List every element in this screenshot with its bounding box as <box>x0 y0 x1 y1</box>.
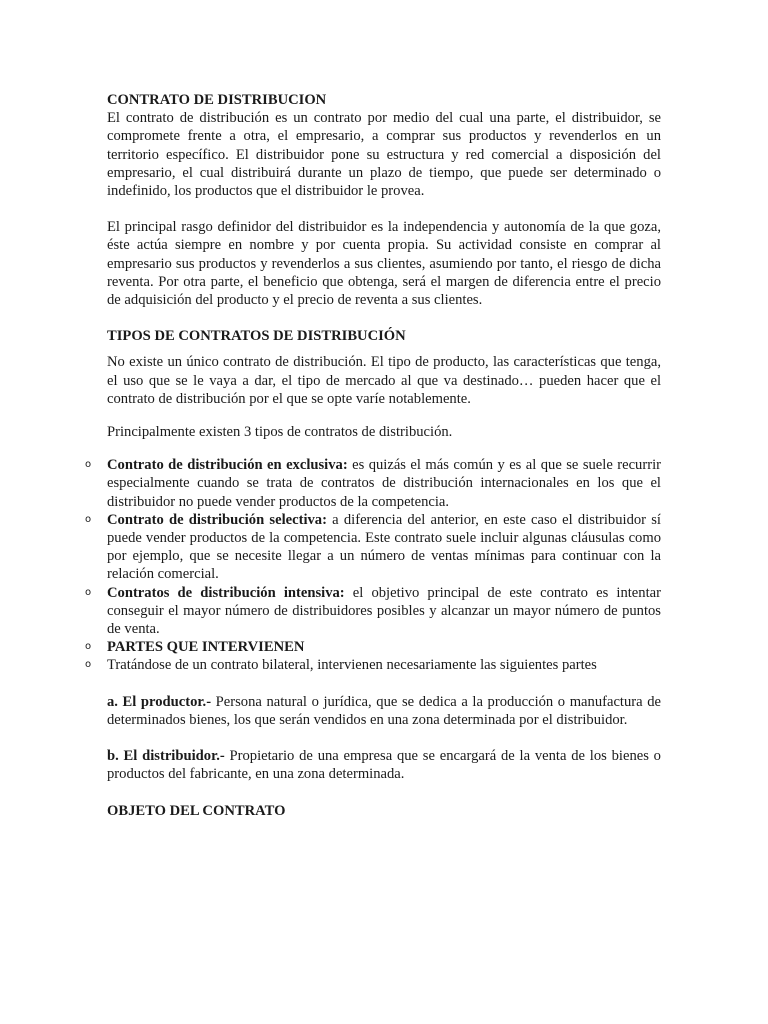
bullet-bold-label: Contrato de distribución selectiva: <box>107 511 327 528</box>
bullet-circle-icon: o <box>85 513 92 525</box>
list-item <box>85 656 661 674</box>
paragraph-trait: El principal rasgo definidor del distribuidor es la independencia y autonomía de la que goza, éste actúa siempre en nombre y por cuenta propia. Su actividad consiste en comprar al empresario sus productos y revenderlos a sus clientes, asumiendo por tanto, el riesgo de dicha reventa. Por otra parte, el beneficio que obtenga, será el margen de diferencia entre el precio de adquisición del producto y el precio de reventa a sus clientes. <box>107 219 661 309</box>
list-item <box>85 511 661 584</box>
party-a-label: a. El productor.- <box>107 693 212 710</box>
bullet-text: el objetivo principal de este contrato es intentar conseguir el mayor número de distribuidores posibles y alcanzar un mayor número de puntos de venta. <box>107 584 661 638</box>
bullet-circle-icon: o <box>85 659 92 671</box>
bullet-text: a diferencia del anterior, en este caso el distribuidor sí puede vender productos de la competencia. Este contrato suele incluir algunas cláusulas como por ejemplo, que se necesite llegar a un número de ventas mínimas para continuar con la relación comercial. <box>107 511 661 583</box>
party-b-text: Propietario de una empresa que se encargará de la venta de los bienes o productos del fabricante, en una zona determinada. <box>107 748 661 783</box>
bullet-text: es quizás el más común y es al que se suele recurrir especialmente cuando se trata de contratos de distribución internacionales en los que el distribuidor no puede vender productos de la competencia. <box>107 457 661 510</box>
paragraph-party-b <box>107 747 661 783</box>
heading-contract: CONTRATO DE DISTRIBUCION <box>107 92 327 108</box>
list-item <box>85 456 661 511</box>
bullet-circle-icon: o <box>85 641 92 653</box>
document-page <box>85 91 661 820</box>
paragraph-no-single: No existe un único contrato de distribución. El tipo de producto, las características que tenga, el uso que se le vaya a dar, el tipo de mercado al que va destinado… pueden hacer que el contrato de distribución por el que se opte varíe notablemente. <box>107 354 661 407</box>
party-a-text: Persona natural o jurídica, que se dedica a la producción o manufactura de determinados bienes, los que serán vendidos en una zona determinada por el distribuidor. <box>107 693 661 728</box>
paragraph-party-a <box>107 693 661 729</box>
paragraph-definition: El contrato de distribución es un contrato por medio del cual una parte, el distribuidor, se compromete frente a otra, el empresario, a comprar sus productos y revenderlos en un territorio específico. El distribuidor pone su estructura y red comercial a disposición del empresario, el cual distribuirá durante un plazo de tiempo, que puede ser determinado o indefinido, los productos que el distribuidor le provea. <box>107 110 661 200</box>
paragraph-main-types: Principalmente existen 3 tipos de contratos de distribución. <box>107 424 453 441</box>
bullet-bold-label: Contrato de distribución en exclusiva: <box>107 457 348 474</box>
bullet-circle-icon: o <box>85 586 92 598</box>
bullet-text: Tratándose de un contrato bilateral, intervienen necesariamente las siguientes partes <box>107 657 597 674</box>
contract-types-list <box>85 456 661 674</box>
list-item <box>85 584 661 639</box>
bullet-bold-label: PARTES QUE INTERVIENEN <box>107 639 305 656</box>
party-b-label: b. El distribuidor.- <box>107 748 225 765</box>
list-item <box>85 638 661 656</box>
bullet-bold-label: Contratos de distribución intensiva: <box>107 584 345 601</box>
heading-types: TIPOS DE CONTRATOS DE DISTRIBUCIÓN <box>107 328 406 345</box>
heading-object: OBJETO DEL CONTRATO <box>107 802 286 819</box>
bullet-circle-icon: o <box>85 459 92 471</box>
